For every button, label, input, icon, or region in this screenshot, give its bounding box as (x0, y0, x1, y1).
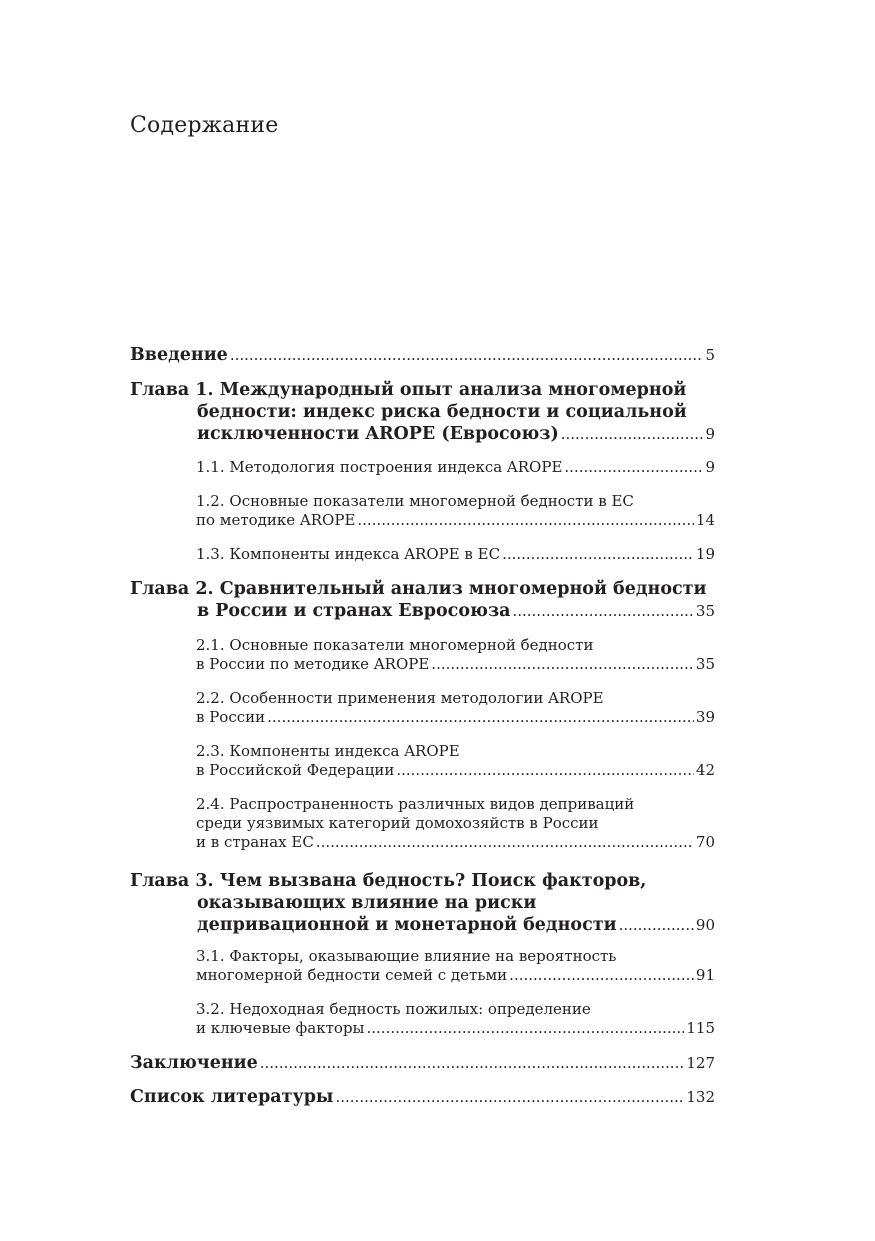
dot-leader (260, 1052, 685, 1074)
page-number: 127 (686, 1054, 715, 1072)
toc-entry-section-2-1 (130, 636, 715, 674)
toc-entry-chapter-2 (130, 578, 715, 622)
page-number: 35 (695, 602, 715, 620)
page-title: Содержание (130, 113, 279, 138)
toc-entry-section-1-2 (130, 492, 715, 530)
page-number: 9 (705, 458, 715, 476)
dot-leader (509, 966, 694, 985)
toc-entry-references (130, 1086, 715, 1108)
toc-entry-section-3-2 (130, 1000, 715, 1038)
toc-entry-title: Введение (130, 345, 228, 365)
toc-entry-title-line: 1.2. Основные показатели многомерной бедности в ЕС (196, 492, 634, 510)
toc-entry-conclusion (130, 1052, 715, 1074)
dot-leader (396, 761, 694, 780)
page-number: 35 (695, 655, 715, 673)
toc-entry-title-line: 2.4. Распространенность различных видов деприваций (196, 795, 635, 813)
dot-leader (366, 1019, 684, 1038)
toc-entry-title: Заключение (130, 1053, 258, 1073)
toc-entry-title: 1.3. Компоненты индекса AROPE в ЕС (196, 545, 501, 563)
dot-leader (230, 344, 704, 366)
toc-entry-section-2-3 (130, 742, 715, 780)
toc-entry-title: и в странах ЕС (196, 833, 314, 851)
dot-leader (512, 600, 693, 622)
dot-leader (357, 511, 694, 530)
toc-entry-section-1-1 (130, 458, 715, 477)
toc-entry-chapter-3 (130, 870, 715, 936)
toc-entry-title: многомерной бедности семей с детьми (196, 966, 508, 984)
page-number: 90 (695, 916, 715, 934)
toc-entry-title-line: 3.2. Недоходная бедность пожилых: определение (196, 1000, 591, 1018)
toc-entry-title: депривационной и монетарной бедности (197, 915, 617, 935)
toc-entry-title: в России (196, 708, 266, 726)
page-number: 70 (695, 833, 715, 851)
dot-leader (431, 655, 694, 674)
toc-entry-title: в России по методике AROPE (196, 655, 430, 673)
page-number: 9 (705, 425, 715, 443)
toc-entry-title-line: среди уязвимых категорий домохозяйств в России (196, 814, 599, 832)
toc-entry-title: Список литературы (130, 1087, 334, 1107)
dot-leader (561, 423, 704, 445)
page-number: 39 (695, 708, 715, 726)
toc-entry-title: 1.1. Методология построения индекса AROPE (196, 458, 563, 476)
page-number: 14 (695, 511, 715, 529)
toc-entry-chapter-1 (130, 379, 715, 445)
toc-entry-section-2-4 (130, 795, 715, 852)
page-number: 42 (695, 761, 715, 779)
toc-entry-title: исключенности AROPE (Евросоюз) (197, 424, 559, 444)
toc-entry-section-3-1 (130, 947, 715, 985)
dot-leader (316, 833, 694, 852)
toc-entry-title: в Российской Федерации (196, 761, 395, 779)
toc-entry-title-line: Глава 1. Международный опыт анализа многомерной (130, 380, 687, 400)
dot-leader (335, 1086, 684, 1108)
dot-leader (619, 914, 694, 936)
toc-entry-title-line: 2.2. Особенности применения методологии AROPE (196, 689, 604, 707)
toc-entry-title-line: 2.1. Основные показатели многомерной бедности (196, 636, 594, 654)
dot-leader (502, 545, 694, 564)
toc-entry-title-line: оказывающих влияние на риски (197, 893, 537, 913)
toc-entry-title-line: 2.3. Компоненты индекса AROPE (196, 742, 460, 760)
page-number: 132 (686, 1088, 715, 1106)
dot-leader (564, 458, 703, 477)
toc-entry-title: по методике AROPE (196, 511, 356, 529)
toc-entry-title-line: бедности: индекс риска бедности и социальной (197, 402, 687, 422)
toc-entry-title-line: Глава 3. Чем вызвана бедность? Поиск факторов, (130, 871, 647, 891)
toc-entry-title-line: 3.1. Факторы, оказывающие влияние на вероятность (196, 947, 617, 965)
toc-entry-introduction (130, 344, 715, 366)
page-number: 115 (686, 1019, 715, 1037)
toc-entry-title: и ключевые факторы (196, 1019, 365, 1037)
dot-leader (267, 708, 694, 727)
toc-entry-title-line: Глава 2. Сравнительный анализ многомерной бедности (130, 579, 707, 599)
page-number: 19 (695, 545, 715, 563)
page-number: 91 (695, 966, 715, 984)
page-number: 5 (705, 346, 715, 364)
toc-entry-section-2-2 (130, 689, 715, 727)
toc-entry-section-1-3 (130, 545, 715, 564)
toc-entry-title: в России и странах Евросоюза (197, 601, 511, 621)
